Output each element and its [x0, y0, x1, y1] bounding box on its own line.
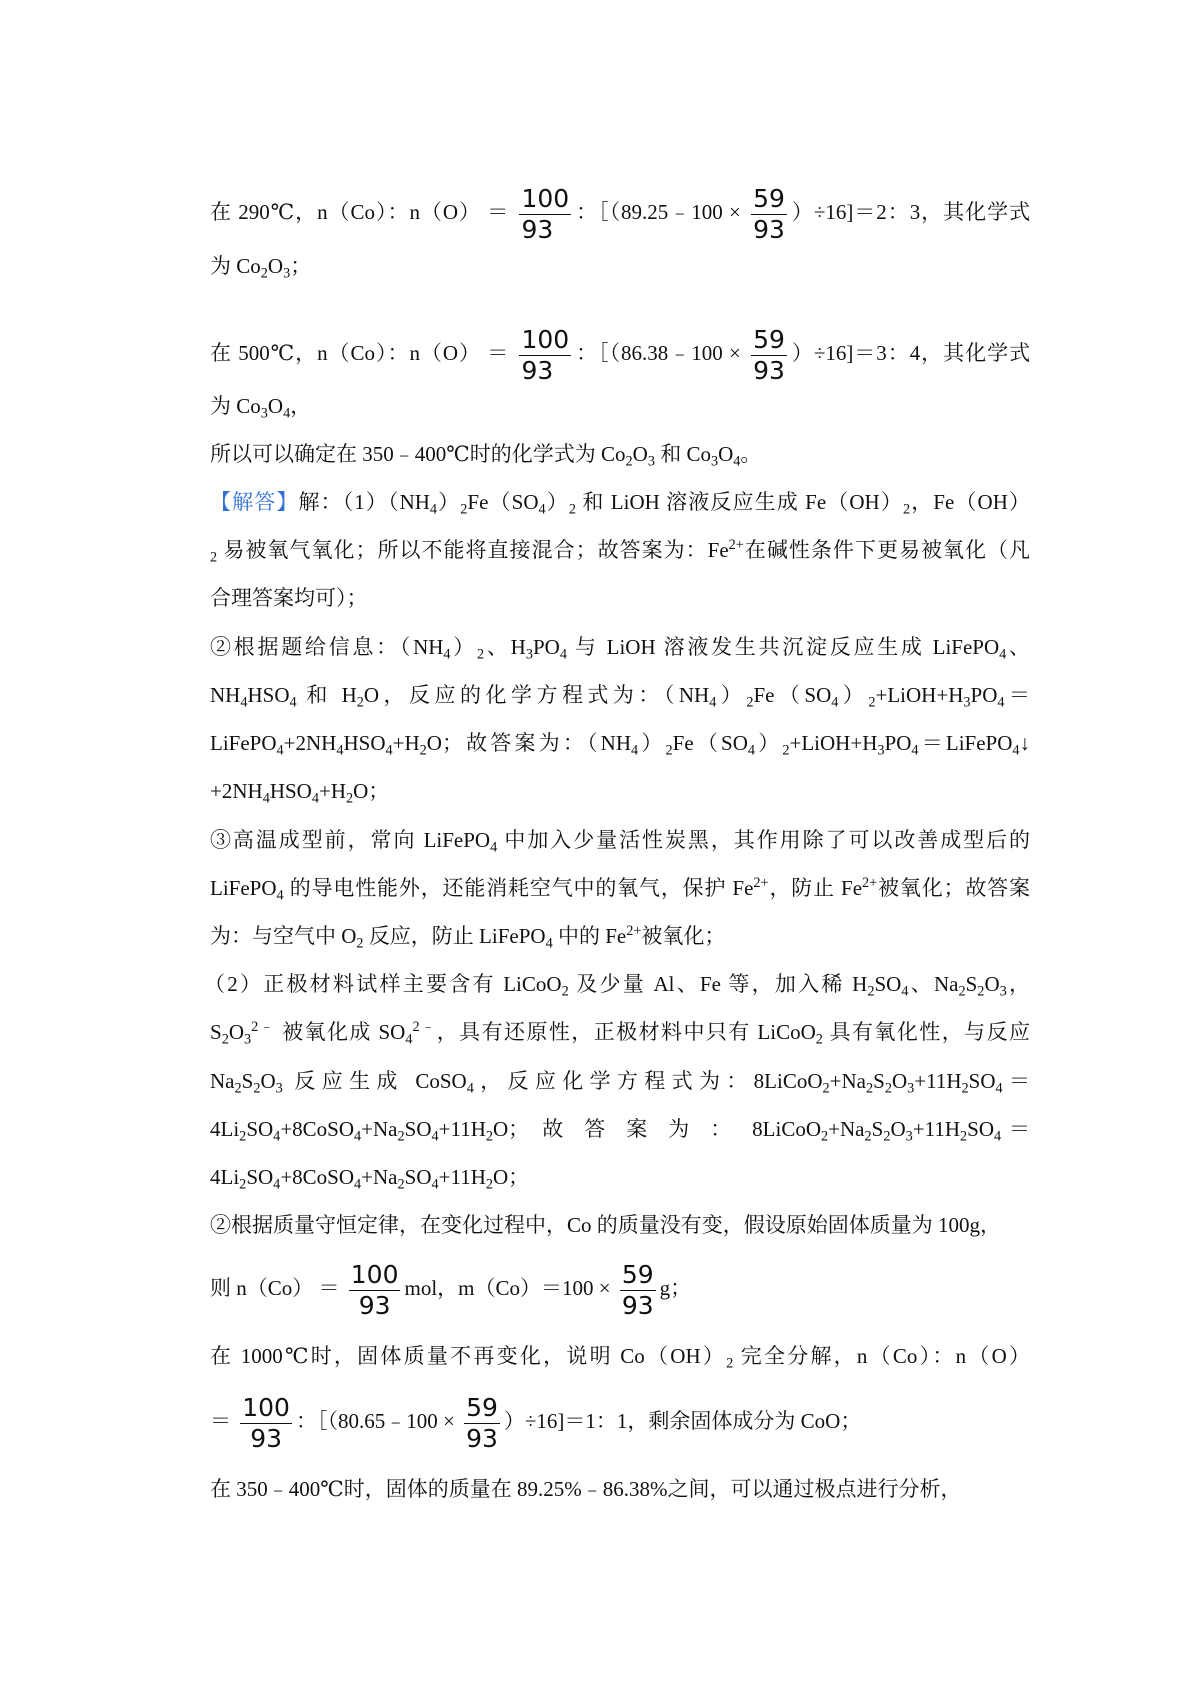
answer-line-12: $+2NH_4HSO_4+H_2O$； — [210, 779, 390, 807]
calc-1000-ratio-line: ＝ $\frac{100}{93}$ ：［（80.65﹣100 × $\frac{59}{93}$ ）÷16]＝1：1，剩余固体成分为 CoO； — [210, 1392, 862, 1453]
fraction-100-93: $\frac{100}{93}$ — [521, 183, 570, 244]
answer-tag: 【解答】 — [210, 490, 299, 514]
fraction-59-93: $\frac{59}{93}$ — [753, 183, 785, 244]
answer-line-21: ②根据质量守恒定律，在变化过程中，Co 的质量没有变，假设原始固体质量为 100g， — [210, 1213, 1002, 1237]
answer-line-11: $LiFePO_4+2NH_4HSO_4+H_2O$；故答案为：$(NH_4)_2Fe(SO_4)_2+LiOH+H_3PO_4=LiFePO_4↓$ — [210, 731, 1031, 759]
answer-line-15: 为：与空气中 $O_2$ 反应，防止 LiFePO$_4$ 中的 $Fe^{2+}$被氧化； — [210, 923, 726, 952]
fraction-100-93: $\frac{100}{93}$ — [242, 1392, 290, 1453]
answer-line-13: ③高温成型前，常向 LiFePO$_4$ 中加入少量活性炭黑，其作用除了可以改善成型后的 — [210, 828, 1030, 856]
answer-line-10: $NH_4HSO_4$ 和 $H_2O$，反应的化学方程式为：$(NH_4)_2Fe(SO_4)_2+LiOH+H_3PO_4=$ — [210, 683, 1030, 711]
formula-co2o3-line: 为 $Co_2O_3$； — [210, 254, 312, 282]
calc-500-line: 在 500℃，n（Co）：n（O） ＝ $\frac{100}{93}$ ：［（86.38﹣100 × $\frac{59}{93}$ ）÷16]＝3：4，其化学式 — [210, 324, 1031, 385]
fraction-59-93: $\frac{59}{93}$ — [621, 1259, 654, 1320]
formula-co3o4-line: 为 $Co_3O_4$， — [210, 394, 312, 422]
answer-line-17: $S_2O_3^{2﹣}$ 被氧化成 $SO_4^{2﹣}$，具有还原性，正极材料中只有 LiCoO$_2$ 具有氧化性，与反应 — [210, 1019, 1030, 1048]
answer-line-7: $_2$ 易被氧气氧化；所以不能将直接混合；故答案为：$Fe^{2+}$在碱性条件下更易被氧化（凡 — [210, 537, 1031, 566]
fraction-100-93: $\frac{100}{93}$ — [521, 324, 570, 385]
answer-line-9: ②根据题给信息：$(NH_4)_2$、$H_3PO_4$ 与 LiOH 溶液发生共沉淀反应生成 LiFePO$_4$、 — [210, 635, 1031, 663]
conclusion-line: 所以可以确定在 350﹣400℃时的化学式为 $Co_2O_3$ 和 $Co_3O_4$。 — [210, 442, 762, 470]
answer-line-20: $4Li_2SO_4+8CoSO_4+Na_2SO_4+11H_2O$； — [210, 1165, 530, 1193]
fraction-59-93: $\frac{59}{93}$ — [466, 1392, 498, 1453]
fraction-59-93: $\frac{59}{93}$ — [753, 324, 785, 385]
answer-intro-line: 【解答】解：$(1)(NH_4)_2Fe(SO_4)_2$ 和 LiOH 溶液反应生成 $Fe(OH)_2$，Fe（OH） — [210, 490, 1030, 518]
answer-line-16: （2）正极材料试样主要含有 LiCoO$_2$ 及少量 Al、Fe 等，加入稀 $H_2SO_4$、$Na_2S_2O_3$， — [204, 972, 1030, 1000]
fraction-100-93: $\frac{100}{93}$ — [350, 1259, 399, 1320]
answer-line-19: $4Li_2SO_4+8CoSO_4+Na_2SO_4+11H_2O$； 故 答 案 为 ： $8LiCoO_2+Na_2S_2O_3+11H_2SO_4=$ — [210, 1117, 1031, 1145]
answer-line-18: $Na_2S_2O_3$ 反应生成 CoSO$_4$，反应化学方程式为：$8LiCoO_2+Na_2S_2O_3+11H_2SO_4=$ — [210, 1069, 1031, 1097]
answer-line-25: 在 350﹣400℃时，固体的质量在 89.25%﹣86.38%之间，可以通过极点进行分析， — [210, 1477, 962, 1501]
calc-1000-line: 在 1000℃时，固体质量不再变化，说明 $Co(OH)_2$ 完全分解，n（Co）：n（O） — [210, 1344, 1031, 1372]
answer-line-14: LiFePO$_4$ 的导电性能外，还能消耗空气中的氧气，保护 $Fe^{2+}$，防止 $Fe^{2+}$被氧化；故答案 — [210, 875, 1031, 904]
answer-line-8: 合理答案均可）； — [210, 586, 368, 610]
co-moles-line: 则 n（Co） ＝ $\frac{100}{93}$ mol，m（Co）＝100 × $\frac{59}{93}$ g； — [210, 1259, 692, 1320]
calc-290-line: 在 290℃，n（Co）：n（O） ＝ $\frac{100}{93}$ ：［（89.25﹣100 × $\frac{59}{93}$ ）÷16]＝2：3，其化学式 — [210, 183, 1031, 244]
